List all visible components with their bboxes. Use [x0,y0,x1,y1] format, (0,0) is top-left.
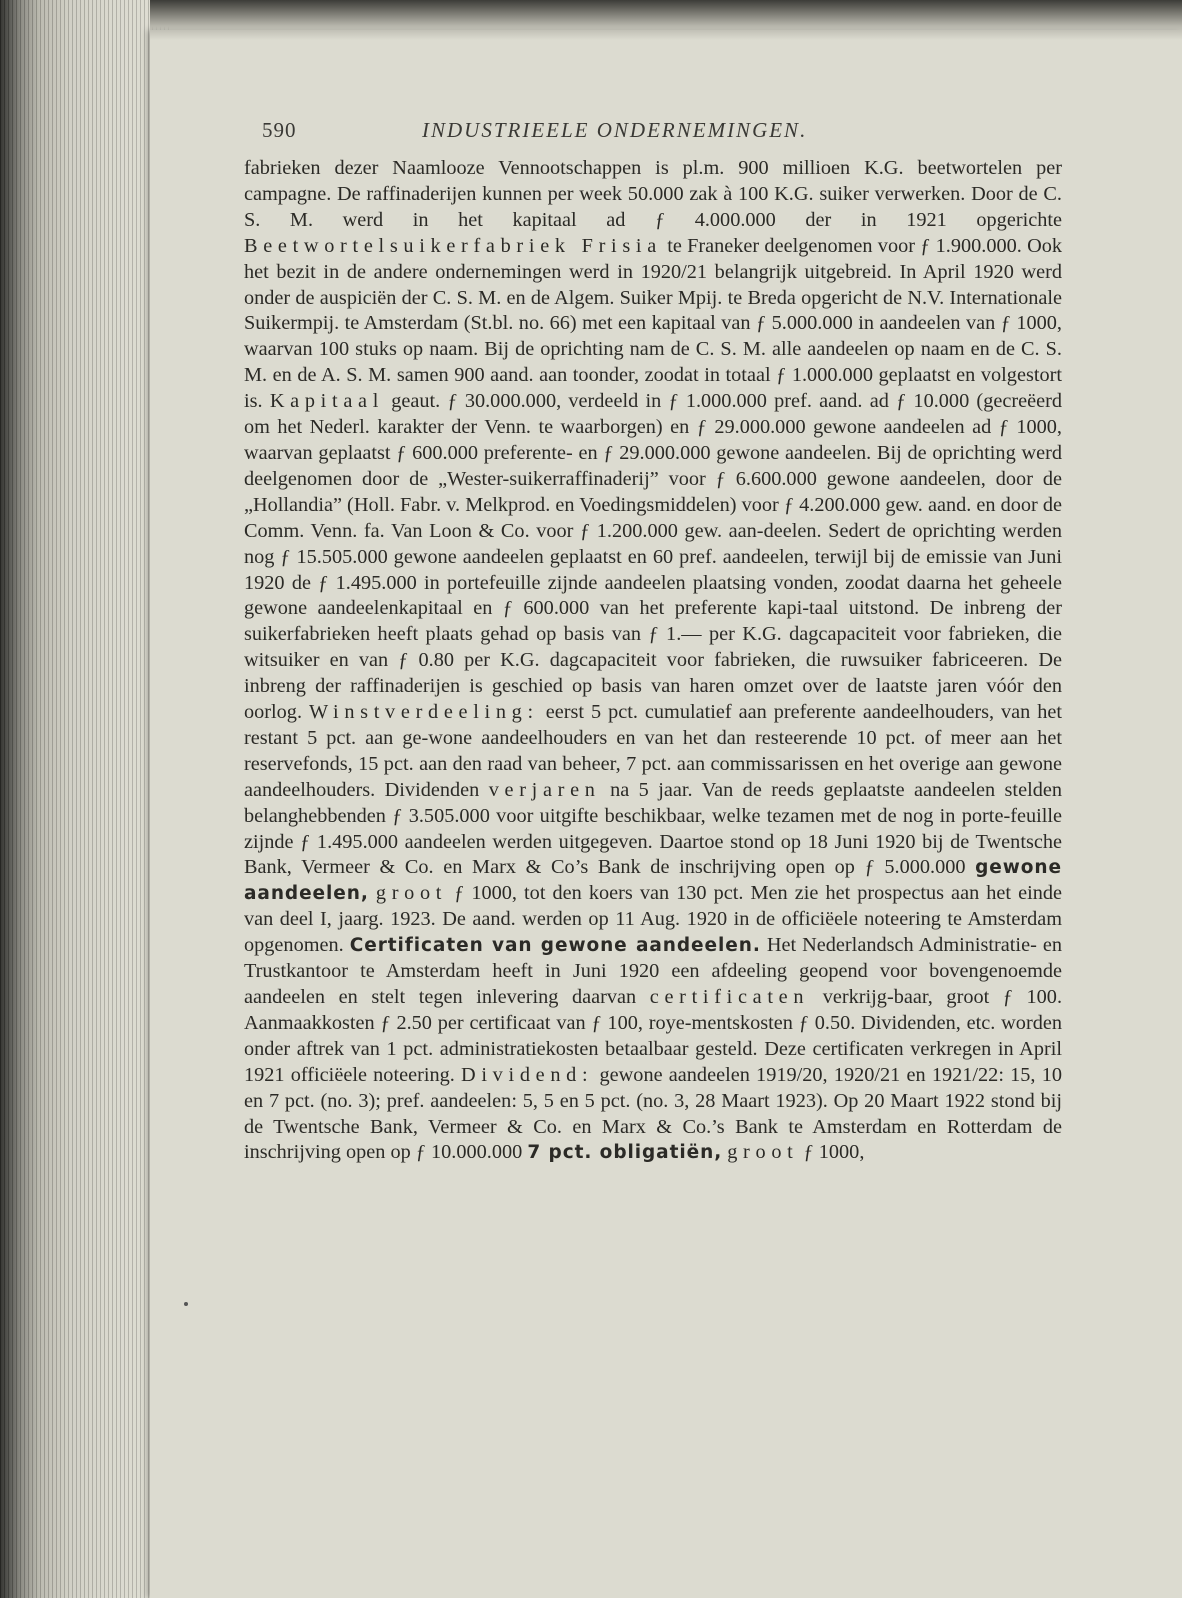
text-segment: te Franeker deelgenomen voor ƒ 1.900.000. Ook het bezit in de andere ondernemingen werd in 1920/21 belangrijk uitgebreid. In April 1920 werd onder de auspiciën der C. S. M. en de Algem. Suiker Mpij. te Breda opgericht de N.V. Internationale Suikermpij. te Amsterdam (St.bl. no. 66) met een kapitaal van ƒ 5.000.000 in aandeelen van ƒ 1000, waarvan 100 stuks op naam. Bij de oprichting nam de C. S. M. alle aandeelen op naam en de C. S. M. en de A. S. M. samen 900 aand. aan toonder, zoodat in totaal ƒ 1.000.000 geplaatst en volgestort is. [244,234,1063,413]
text-segment: geaut. ƒ 30.000.000, verdeeld in ƒ 1.000.000 pref. aand. ad ƒ 10.000 (gecreëerd om het Nederl. karakter der Venn. te waarborgen) en ƒ 29.000.000 gewone aandeelen ad ƒ 1000, waarvan geplaatst ƒ 600.000 preferente- en ƒ 29.000.000 gewone aandeelen. Bij de oprichting werd deelgenomen door de „Wester-suikerraffinaderij” voor ƒ 6.600.000 gewone aandeelen, door de „Hollandia” (Holl. Fabr. v. Melkprod. en Voedingsmiddelen) voor ƒ 4.200.000 gew. aand. en door de Comm. Venn. fa. Van Loon & Co. voor ƒ 1.200.000 gew. aan-deelen. Sedert de oprichting werden nog ƒ 15.505.000 gewone aandeelen geplaatst en 60 pref. aandeelen, terwijl bij de emissie van Juni 1920 de ƒ 1.495.000 in portefeuille zijnde aandeelen plaatsing vonden, zoodat daarna het geheele gewone aandeelenkapitaal en ƒ 600.000 van het preferente kapi-taal uitstond. De inbreng der suikerfabrieken heeft plaats gehad op basis van ƒ 1.— per K.G. dagcapaciteit voor fabrieken, die witsuiker en van ƒ 0.80 per K.G. dagcapaciteit voor fabrieken, die ruwsuiker fabriceeren. De inbreng der raffinaderijen is geschied op basis van haren omzet over de laatste jaren vóór den oorlog. [244,390,1062,724]
text-segment: gewone aandeelen 1919/20, 1920/21 en 1921/22: 15, 10 en 7 pct. (no. 3); pref. aandeelen: 5, 5 en 5 pct. (no. 3, 28 Maart 1923). Op 20 Maart 1922 stond bij de Twentsche Bank, Vermeer & Co. en Marx & Co.’s Bank te Amsterdam en Rotterdam de inschrijving open op ƒ 10.000.000 [244,1063,1062,1164]
text-segment: Het Nederlandsch Administratie- en Trustkantoor te Amsterdam heeft in Juni 1920 een afdeeling geopend voor bovengenoemde aandeelen en stelt tegen inlevering daarvan [244,934,1062,1008]
text-segment: na 5 jaar. Van de reeds geplaatste aandeelen stelden belanghebbenden ƒ 3.505.000 voor uitgifte beschikbaar, welke tezamen met de nog in porte-feuille zijnde ƒ 1.495.000 aandeelen werden uitgegeven. Daartoe stond op 18 Juni 1920 bij de Twentsche Bank, Vermeer & Co. en Marx & Co’s Bank de inschrijving open op ƒ 5.000.000 [244,778,1062,879]
page-edges [0,0,170,1598]
body-text [244,156,1062,1166]
text-segment: verkrijg-baar, groot ƒ 100. Aanmaakkosten ƒ 2.50 per certificaat van ƒ 100, roye-mentskosten ƒ 0.50. Dividenden, etc. worden onder aftrek van 1 pct. administratiekosten betaalbaar gesteld. Deze certificaten verkregen in April 1921 officiëele noteering. [244,986,1063,1086]
running-head: INDUSTRIEELE ONDERNEMINGEN. [422,118,808,142]
spaced-emphasis: groot [375,882,448,905]
text-segment: fabrieken dezer Naamlooze Vennootschappen is pl.m. 900 millioen K.G. beetwortelen per campagne. De raffinaderijen kunnen per week 50.000 zak à 100 K.G. suiker verwerken. Door de C. S. M. werd in het kapitaal ad ƒ 4.000.000 der in 1921 opgerichte [244,157,1062,231]
bold-heading: 7 pct. obligatiën, [527,1142,723,1164]
spaced-emphasis: Kapitaal [269,390,385,413]
spaced-emphasis: Beetwortelsuikerfabriek Frisia [244,234,662,257]
page-header [262,118,1082,148]
text-segment: eerst 5 pct. cumulatief aan preferente aandeelhouders, van het restant 5 pct. aan ge-wone aandeelhouders en van het dan resteerende 10 pct. of meer aan het reservefonds, 15 pct. aan den raad van beheer, 7 pct. aan commissarissen en het overige aan gewone aandeelhouders. Dividenden [244,701,1063,801]
spaced-emphasis: verjaren [488,778,601,801]
spaced-emphasis: groot [727,1141,799,1164]
bold-heading: Certificaten van gewone aandeelen. [349,935,761,957]
spaced-emphasis: Dividend: [461,1063,594,1086]
margin-mark [184,1302,188,1306]
bold-heading: gewone aandeelen, [244,857,1062,905]
binding-shadow [150,0,1182,40]
text-segment: ƒ 1000, [803,1141,865,1164]
spaced-emphasis: Winstverdeeling: [309,701,539,724]
text-segment: ƒ 1000, tot den koers van 130 pct. Men zie het prospectus aan het einde van deel I, jaarg. 1923. De aand. werden op 11 Aug. 1920 in de officiëele noteering te Amsterdam opgenomen. [244,882,1063,957]
spaced-emphasis: certificaten [649,986,810,1008]
page-number: 590 [262,118,297,142]
